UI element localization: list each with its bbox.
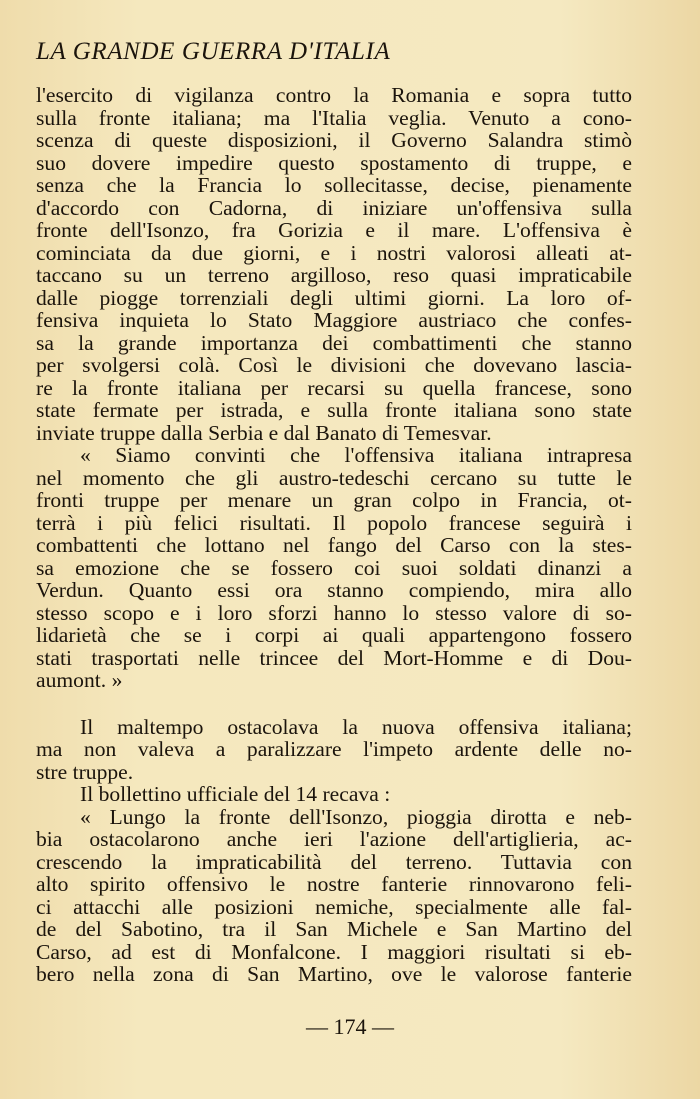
text-line: « Lungo la fronte dell'Isonzo, pioggia dirotta e neb- [80,804,632,829]
text-line: combattenti che lottano nel fango del Carso con la stes- [36,533,632,557]
paragraph [36,783,632,806]
text-line: Carso, ad est di Monfalcone. I maggiori risultati si eb- [36,939,632,964]
text-line: bia ostacolarono anche ieri l'azione dell'artiglieria, ac- [36,827,632,851]
text-line: crescendo la impraticabilità del terreno. Tuttavia con [36,849,632,874]
text-line: cominciata da due giorni, e i nostri valorosi alleati at- [36,240,632,265]
text-line: re la fronte italiana per recarsi su quella francese, sono [36,375,632,400]
text-line: lidarietà che se i corpi ai quali appartengono fossero [36,623,632,647]
paragraph [36,716,632,784]
text-line: aumont. » [36,668,123,692]
text-line: dalle piogge torrenziali degli ultimi giorni. La loro of- [36,285,632,310]
text-line: nel momento che gli austro-tedeschi cercano su tutte le [36,465,632,490]
text-line: alto spirito offensivo le nostre fanterie rinnovarono feli- [36,872,632,896]
text-line: sa la grande importanza dei combattimenti che stanno [36,330,632,355]
text-line: « Siamo convinti che l'offensiva italiana intrapresa [80,443,632,467]
paragraph [36,84,632,444]
text-line: de del Sabotino, tra il San Michele e San Martino del [36,917,632,941]
text-line: scenza di queste disposizioni, il Governo Salandra stimò [36,128,632,152]
text-line: per svolgersi colà. Così le divisioni che dovevano lascia- [36,353,632,377]
text-line: ci attacchi alle posizioni nemiche, specialmente alle fal- [36,894,632,919]
text-line: suo dovere impedire questo spostamento di truppe, e [36,150,632,175]
text-line: l'esercito di vigilanza contro la Romania e sopra tutto [36,83,632,107]
paragraph [36,806,632,986]
paragraph [36,444,632,692]
text-line: stre truppe. [36,759,134,784]
text-line: Verdun. Quanto essi ora stanno compiendo, mira allo [36,578,632,602]
running-header: LA GRANDE GUERRA D'ITALIA [36,38,391,65]
paragraph-gap [36,692,632,716]
text-line: Il bollettino ufficiale del 14 recava : [80,782,391,806]
text-line: taccano su un terreno argilloso, reso quasi impraticabile [36,263,632,287]
text-line: inviate truppe dalla Serbia e dal Banato di Temesvar. [36,420,492,445]
text-line: state fermate per istrada, e sulla fronte italiana sono state [36,398,632,422]
text-line: fronte dell'Isonzo, fra Gorizia e il mare. L'offensiva è [36,218,632,242]
text-line: d'accordo con Cadorna, di iniziare un'offensiva sulla [36,195,632,220]
text-line: ma non valeva a paralizzare l'impeto ardente delle no- [36,737,632,761]
text-line: terrà i più felici risultati. Il popolo francese seguirà i [36,510,632,535]
text-line: senza che la Francia lo sollecitasse, decise, pienamente [36,173,632,197]
body-text [36,84,632,986]
text-line: bero nella zona di San Martino, ove le valorose fanterie [36,962,632,986]
text-line: sulla fronte italiana; ma l'Italia veglia. Venuto a cono- [36,105,632,130]
page-number: — 174 — [306,1014,394,1039]
text-line: Il maltempo ostacolava la nuova offensiva italiana; [80,714,632,739]
text-line: stesso scopo e i loro sforzi hanno lo stesso valore di so- [36,600,632,625]
text-line: stati trasportati nelle trincee del Mort-Homme e di Dou- [36,645,632,670]
text-line: sa emozione che se fossero coi suoi soldati dinanzi a [36,555,632,580]
text-line: fronti truppe per menare un gran colpo in Francia, ot- [36,488,632,512]
text-line: fensiva inquieta lo Stato Maggiore austriaco che confes- [36,308,632,332]
